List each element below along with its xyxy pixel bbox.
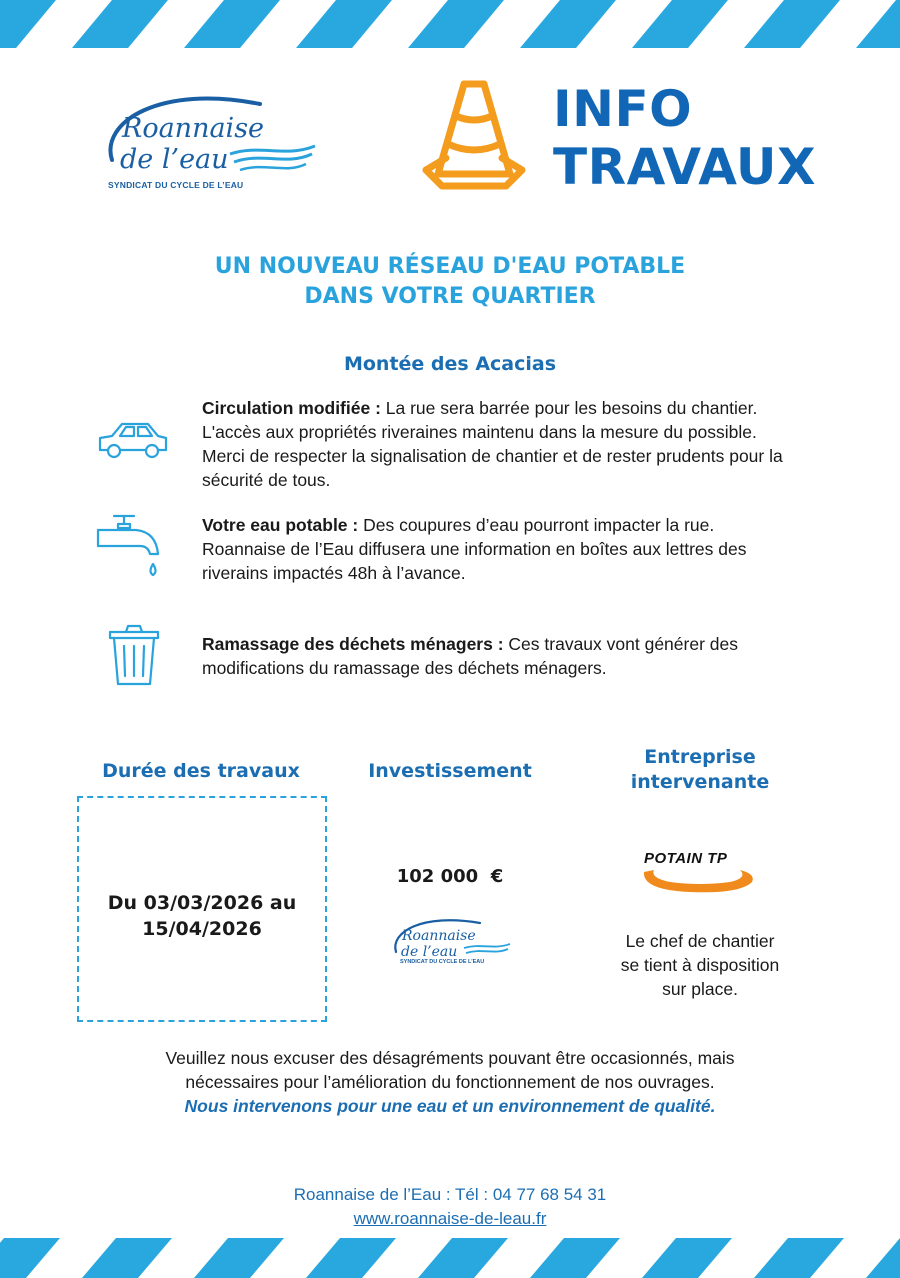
- entreprise-title-line1: Entreprise: [644, 746, 756, 768]
- logo-small-text-line2: de l’eau: [401, 944, 458, 960]
- logo-tagline: SYNDICAT DU CYCLE DE L’EAU: [108, 180, 244, 190]
- notice-circulation-label: Circulation modifiée :: [202, 398, 381, 418]
- closing-line1: Veuillez nous excuser des désagréments pouvant être occasionnés, mais: [165, 1048, 735, 1068]
- notice-eau-label: Votre eau potable :: [202, 515, 359, 535]
- duree-dates-line2: 15/04/2026: [142, 918, 262, 940]
- notice-dechets-label: Ramassage des déchets ménagers :: [202, 634, 504, 654]
- entreprise-title-line2: intervenante: [630, 771, 770, 793]
- roannaise-logo: [100, 82, 320, 197]
- title-line-travaux: TRAVAUX: [553, 138, 817, 196]
- car-icon: [96, 420, 170, 460]
- notice-dechets: [202, 632, 802, 680]
- headline-line2: DANS VOTRE QUARTIER: [304, 284, 596, 309]
- chef-line2: se tient à disposition: [620, 955, 780, 975]
- headline-line1: UN NOUVEAU RÉSEAU D'EAU POTABLE: [214, 254, 686, 279]
- notice-circulation: [202, 396, 802, 492]
- notice-eau-potable: [202, 513, 802, 585]
- traffic-cone-icon: [418, 78, 530, 196]
- headline: [0, 252, 900, 312]
- website-link[interactable]: www.roannaise-de-leau.fr: [353, 1209, 547, 1228]
- closing-slogan: Nous intervenons pour une eau et un environnement de qualité.: [184, 1096, 716, 1116]
- duree-title: Durée des travaux: [102, 760, 300, 782]
- investment-amount: 102 000 €: [396, 866, 504, 887]
- potain-tp-logo: [640, 848, 760, 896]
- chef-de-chantier-text: [590, 929, 810, 1001]
- chef-line3: sur place.: [662, 979, 738, 999]
- closing-message: [0, 1046, 900, 1118]
- logo-small-tagline: SYNDICAT DU CYCLE DE L’EAU: [400, 959, 485, 965]
- logo-small-text-line1: Roannaise: [402, 928, 476, 944]
- logo-text-line2: de l’eau: [120, 144, 229, 175]
- entreprise-title: [590, 745, 810, 795]
- logo-text-line1: Roannaise: [122, 113, 265, 144]
- contact-info: [0, 1183, 900, 1231]
- contact-phone: Roannaise de l’Eau : Tél : 04 77 68 54 31: [293, 1185, 607, 1204]
- duree-dates-line1: Du 03/03/2026 au: [107, 892, 297, 914]
- roannaise-logo-small: [390, 912, 515, 970]
- investissement-title: Investissement: [368, 760, 532, 782]
- notice-circulation-text: La rue sera barrée pour les besoins du chantier. L'accès aux propriétés riveraines maintenu dans la mesure du possible. Merci de respecter la signalisation de chantier et de rester prudents pour la sécurité de tous.: [202, 398, 783, 490]
- trash-bin-icon: [106, 622, 162, 686]
- bottom-stripe-band: [0, 1238, 900, 1278]
- title-line-info: INFO: [553, 80, 693, 138]
- notice-dechets-text: Ces travaux vont générer des modifications du ramassage des déchets ménagers.: [202, 634, 738, 678]
- top-stripe-band: [0, 0, 900, 48]
- potain-tp-text: POTAIN TP: [644, 850, 728, 867]
- duree-dates: [77, 890, 327, 942]
- chef-line1: Le chef de chantier: [625, 931, 775, 951]
- street-name: Montée des Acacias: [343, 353, 557, 375]
- info-travaux-title: [553, 80, 816, 196]
- closing-line2: nécessaires pour l’amélioration du fonctionnement de nos ouvrages.: [185, 1072, 715, 1092]
- water-tap-icon: [96, 512, 164, 584]
- notice-eau-text: Des coupures d’eau pourront impacter la rue. Roannaise de l’Eau diffusera une information en boîtes aux lettres des riverains impactés 48h à l’avance.: [202, 515, 747, 583]
